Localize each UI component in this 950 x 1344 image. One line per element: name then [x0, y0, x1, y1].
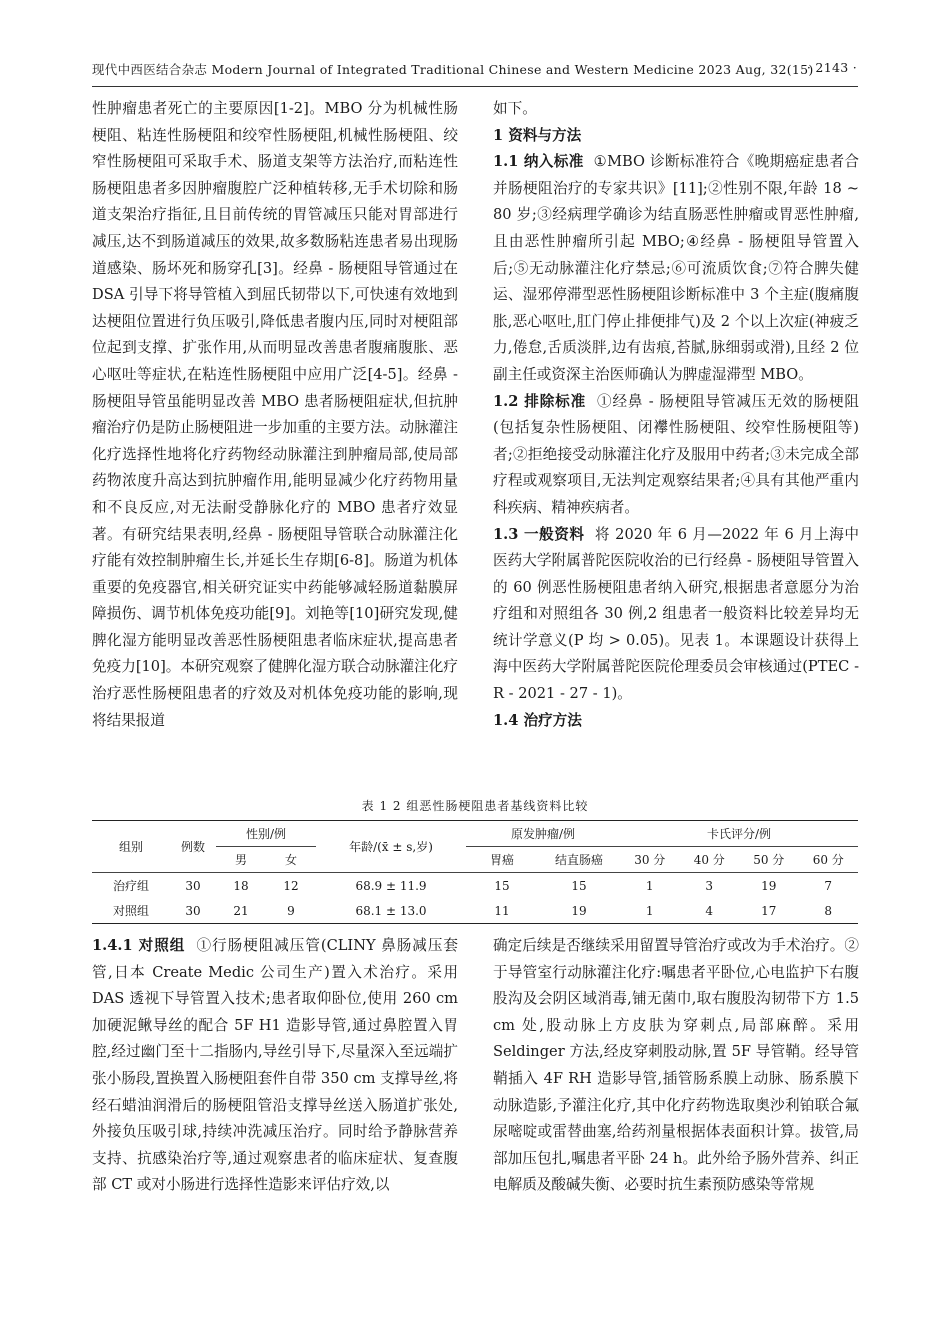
cell: 17: [739, 898, 799, 924]
header-rule: [92, 86, 858, 87]
cell: 9: [266, 898, 316, 924]
paragraph-intro: 性肿瘤患者死亡的主要原因[1-2]。MBO 分为机械性肠梗阻、粘连性肠梗阻和绞窄性肠梗阻,机械性肠梗阻、绞窄性肠梗阻可采取手术、肠道支架等方法治疗,而粘连性肠梗阻患者多因肿瘤腹腔广泛种植转移,无手术切除和肠道支架治疗指征,且目前传统的胃管减压只能对胃部进行减压,达不到肠道减压的效果,故多数肠粘连患者易出现肠道感染、肠坏死和肠穿孔[3]。经鼻 - 肠梗阻导管通过在 DSA 引导下将导管植入到屈氏韧带以下,可快速有效地到达梗阻位置进行负压吸引,降低患者腹内压,同时对梗阻部位起到支撑、扩张作用,从而明显改善患者腹痛腹胀、恶心呕吐等症状,在粘连性肠梗阻中应用广泛[4-5]。经鼻 - 肠梗阻导管虽能明显改善 MBO 患者肠梗阻症状,但抗肿瘤治疗仍是防止肠梗阻进一步加重的主要方法。动脉灌注化疗选择性地将化疗药物经动脉灌注到肿瘤局部,使局部药物浓度升高达到抗肿瘤作用,能明显减少化疗药物用量和不良反应,对无法耐受静脉化疗的 MBO 患者疗效显著。有研究结果表明,经鼻 - 肠梗阻导管联合动脉灌注化疗能有效控制肿瘤生长,并延长生存期[6-8]。肠道为机体重要的免疫器官,相关研究证实中药能够减轻肠道黏膜屏障损伤、调节机体免疫功能[9]。刘艳等[10]研究发现,健脾化湿方能明显改善恶性肠梗阻患者临床症状,提高患者免疫力[10]。本研究观察了健脾化湿方联合动脉灌注化疗治疗恶性肠梗阻患者的疗效及对机体免疫功能的影响,现将结果报道: [92, 100, 458, 729]
cell: 12: [283, 878, 299, 893]
cell: 11: [466, 898, 538, 924]
section-inclusion: [493, 149, 859, 388]
cell: 1: [645, 878, 654, 893]
cell: 1: [620, 898, 680, 924]
column-top-left: [92, 96, 458, 734]
th-crc: 结直肠癌: [538, 847, 620, 873]
cell: 4: [680, 898, 740, 924]
cell: 18: [233, 878, 249, 893]
th-k30: 30 分: [620, 847, 680, 873]
th-group: 组别: [92, 821, 170, 873]
cell: 21: [216, 898, 266, 924]
column-bottom-right: [493, 933, 859, 1199]
table-row: [92, 898, 858, 924]
th-k40: 40 分: [680, 847, 740, 873]
heading-inclusion: 1.1 纳入标准: [493, 153, 584, 171]
heading-control: 1.4.1 对照组: [92, 937, 186, 954]
th-k60: 60 分: [799, 847, 859, 873]
text-general: 将 2020 年 6 月—2022 年 6 月上海中医药大学附属普陀医院收治的已行经鼻 - 肠梗阻导管置入的 60 例恶性肠梗阻患者纳入研究,根据患者意愿分为治疗组和对照组各 30 例,2 组患者一般资料比较差异均无统计学意义(P 均 > 0.05)。见表 1。本课题设计获得上海中医药大学附属普陀医院伦理委员会审核通过(PTEC - R - 2021 - 27 - 1)。: [493, 525, 859, 703]
baseline-table: [92, 820, 858, 924]
cell: 对照组: [92, 898, 170, 924]
cell: 8: [799, 898, 859, 924]
cell: 19: [761, 878, 777, 893]
cell: 3: [705, 878, 714, 893]
table-caption: 表 1 2 组恶性肠梗阻患者基线资料比较: [361, 799, 589, 813]
cell: 治疗组: [112, 879, 149, 893]
cell: 68.1 ± 13.0: [316, 898, 466, 924]
table-row: [92, 873, 858, 899]
text-exclusion: ①经鼻 - 肠梗阻导管减压无效的肠梗阻(包括复杂性肠梗阻、闭襻性肠梗阻、绞窄性肠梗阻等)者;②拒绝接受动脉灌注化疗及服用中药者;③未完成全部疗程或观察项目,无法判定观察结果者;④具有其他严重内科疾病、精神疾病者。: [493, 392, 859, 516]
text-inclusion: ①MBO 诊断标准符合《晚期癌症患者合并肠梗阻治疗的专家共识》[11];②性别不限,年龄 18 ~ 80 岁;③经病理学确诊为结直肠恶性肿瘤或胃恶性肿瘤,且由恶性肿瘤所引起 MBO;④经鼻 - 肠梗阻导管置入后;⑤无动脉灌注化疗禁忌;⑥可流质饮食;⑦符合脾失健运、湿邪停滞型恶性肠梗阻诊断标准中 3 个主症(腹痛腹胀,恶心呕吐,肛门停止排便排气)及 2 个以上次症(神疲乏力,倦怠,舌质淡胖,边有齿痕,苔腻,脉细弱或滑),且经 2 位副主任或资深主治医师确认为脾虚湿滞型 MBO。: [493, 153, 859, 383]
th-gastric: 胃癌: [466, 847, 538, 873]
running-header: [92, 60, 857, 84]
cell: 30: [170, 898, 216, 924]
text-control: ①行肠梗阻减压管(CLINY 鼻肠减压套管,日本 Create Medic 公司生产)置入术治疗。采用 DAS 透视下导管置入技术;患者取仰卧位,使用 260 cm 加硬泥鳅导丝的配合 5F H1 造影导管,通过鼻腔置入胃腔,经过幽门至十二指肠内,导丝引导下,尽量深入至远端扩张小肠段,置换置入肠梗阻套件自带 350 cm 支撑导丝,将经石蜡油润滑后的肠梗阻管沿支撑导丝送入肠道扩张处,外接负压吸引球,持续冲洗减压治疗。同时给予静脉营养支持、抗感染治疗等,通过观察患者的临床症状、复查腹部 CT 或对小肠进行选择性造影来评估疗效,以: [92, 937, 458, 1194]
section-exclusion: [493, 389, 859, 522]
cell: 19: [538, 898, 620, 924]
th-k50: 50 分: [739, 847, 799, 873]
section-control: [92, 933, 458, 1199]
heading-exclusion: 1.2 排除标准: [493, 392, 587, 410]
heading-general: 1.3 一般资料: [493, 525, 585, 543]
cell: 15: [571, 878, 587, 893]
cell: 68.9 ± 11.9: [355, 878, 427, 893]
th-n: 例数: [170, 821, 216, 873]
column-bottom-left: [92, 933, 458, 1199]
section-general: [493, 522, 859, 708]
paragraph-intro-end: 如下。: [493, 100, 537, 117]
th-tumor: 原发肿瘤/例: [466, 821, 620, 847]
section-heading-methods: 1 资料与方法: [493, 126, 582, 144]
th-sex: 性别/例: [216, 821, 316, 847]
th-age: 年龄/(x̄ ± s,岁): [316, 821, 466, 873]
journal-title: 现代中西医结合杂志 Modern Journal of Integrated Traditional Chinese and Western Medicine 2023 Aug, 32(15): [92, 62, 814, 77]
cell: 7: [824, 878, 833, 893]
page-number: · 2143 ·: [806, 60, 857, 75]
th-kps: 卡氏评分/例: [620, 821, 858, 847]
column-top-right: [493, 96, 859, 734]
heading-treatment: 1.4 治疗方法: [493, 711, 582, 729]
cell: 15: [494, 878, 510, 893]
th-male: 男: [216, 847, 266, 873]
th-female: 女: [266, 847, 316, 873]
paragraph-control-cont: 确定后续是否继续采用留置导管治疗或改为手术治疗。②于导管室行动脉灌注化疗:嘱患者平卧位,心电监护下右腹股沟及会阴区域消毒,铺无菌巾,取右腹股沟韧带下方 1.5 cm 处,股动脉上方皮肤为穿刺点,局部麻醉。采用 Seldinger 方法,经皮穿刺股动脉,置 5F 导管鞘。经导管鞘插入 4F RH 造影导管,插管肠系膜上动脉、肠系膜下动脉造影,予灌注化疗,其中化疗药物选取奥沙利铂联合氟尿嘧啶或雷替曲塞,给药剂量根据体表面积计算。拔管,局部加压包扎,嘱患者平卧 24 h。此外给予肠外营养、纠正电解质及酸碱失衡、必要时抗生素预防感染等常规: [493, 937, 859, 1194]
cell: 30: [185, 878, 201, 893]
